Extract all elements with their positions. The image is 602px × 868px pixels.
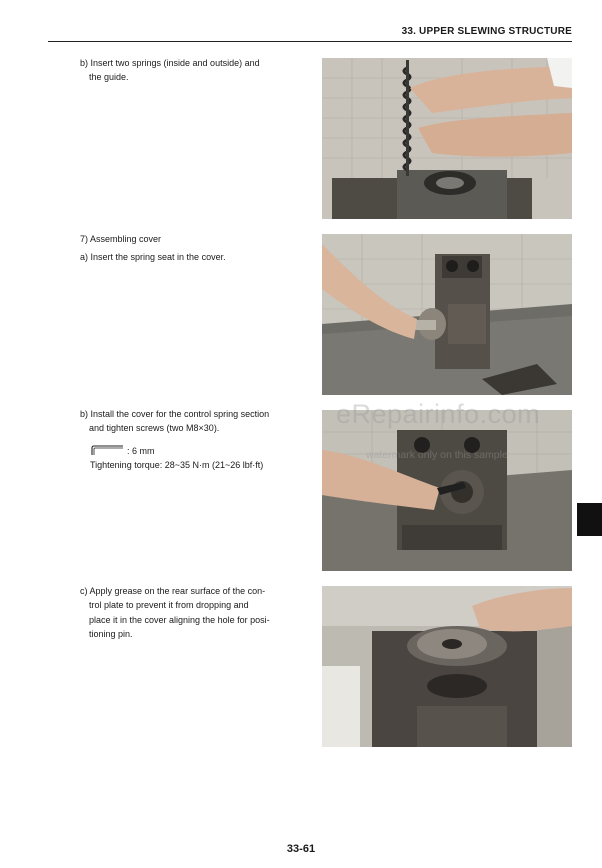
page-number: 33-61	[286, 843, 316, 855]
photo-install-cover	[322, 410, 572, 571]
chapter-tab-marker	[577, 503, 602, 536]
step-7a-text: a) Insert the spring seat in the cover.	[80, 252, 226, 263]
step-7-assembling-cover	[80, 232, 300, 265]
step-b-springs	[80, 56, 296, 85]
page-header	[0, 22, 602, 42]
photo-control-plate	[322, 586, 572, 747]
photo-insert-spring-seat	[322, 234, 572, 395]
wrench-size: : 6 mm	[127, 445, 155, 456]
watermark-text: eRepairinfo.com	[336, 399, 541, 429]
tightening-torque: Tightening torque: 28~35 N·m (21~26 lbf·ft)	[90, 460, 264, 470]
step-c-line3: place it in the cover aligning the hole for posi-	[89, 614, 270, 625]
photo-insert-springs	[322, 58, 572, 219]
header-rule	[48, 41, 572, 42]
step-c-line1: c) Apply grease on the rear surface of the con-	[80, 586, 266, 596]
step-b-install-line1: b) Install the cover for the control spring section	[80, 409, 270, 419]
watermark-subtext: watermark only on this sample	[366, 449, 508, 461]
step-b-install-line2: and tighten screws (two M8×30).	[89, 423, 220, 434]
step-c-grease	[80, 584, 295, 641]
step-c-line2: trol plate to prevent it from dropping and	[89, 600, 249, 611]
hex-wrench-icon	[90, 445, 124, 458]
step-c-line4: tioning pin.	[89, 628, 133, 639]
step-b-springs-line2: the guide.	[89, 72, 129, 83]
step-b-springs-line1: b) Insert two springs (inside and outside) and	[80, 58, 260, 68]
step-b-install-cover	[80, 407, 300, 436]
section-title: 33. UPPER SLEWING STRUCTURE	[401, 26, 572, 37]
step-7-title: 7) Assembling cover	[80, 234, 162, 244]
wrench-spec	[90, 445, 155, 458]
